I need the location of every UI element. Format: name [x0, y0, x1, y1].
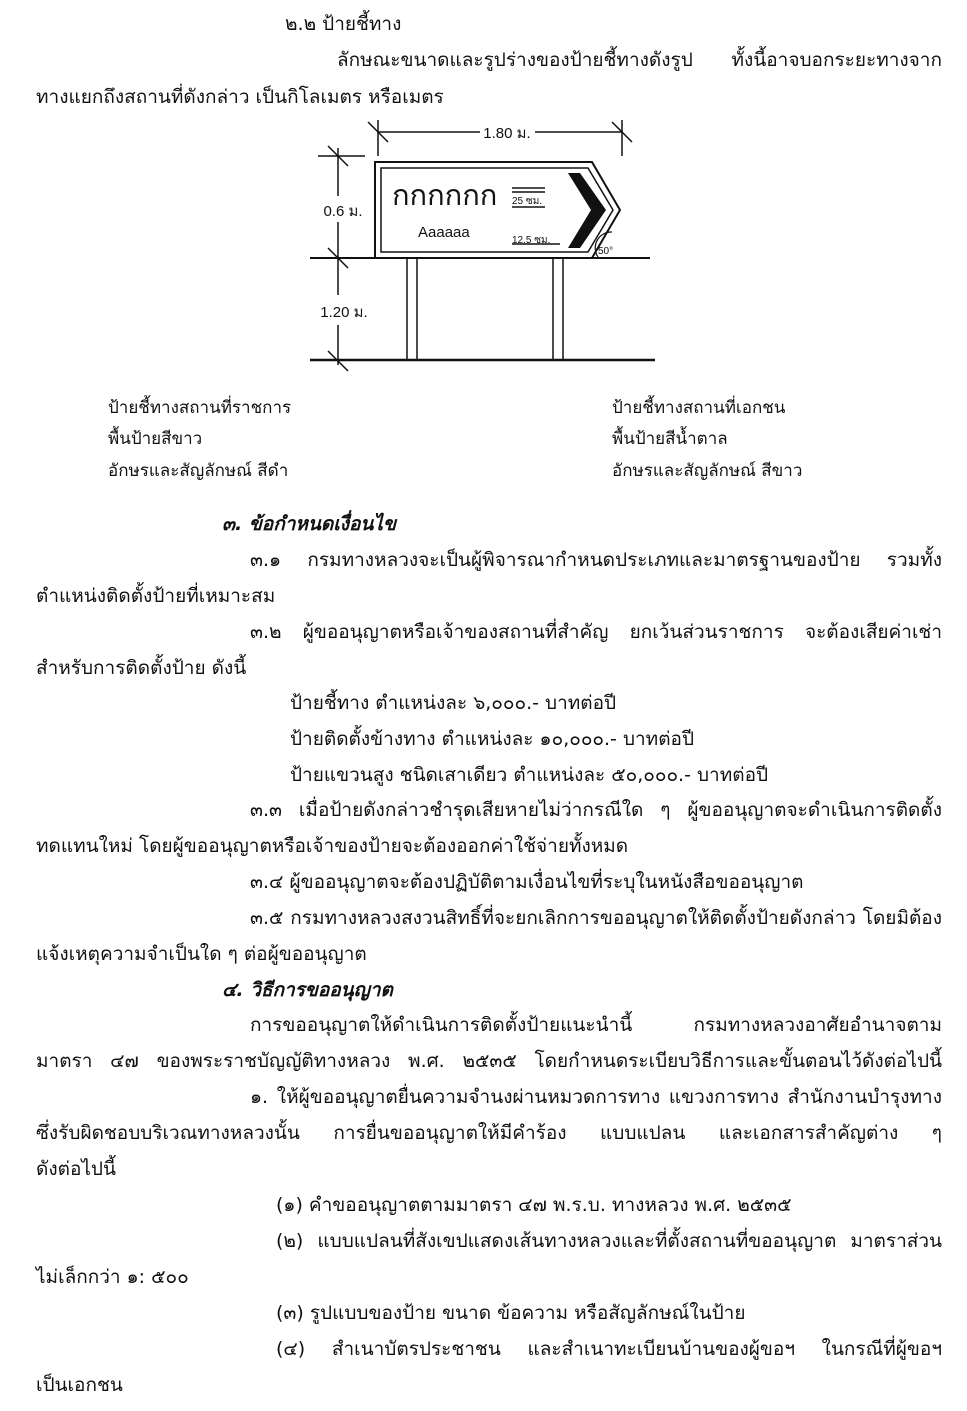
list-item: (๔) สำเนาบัตรประชาชน และสำเนาทะเบียนบ้านของผู้ขอฯ ในกรณีที่ผู้ขอฯ — [276, 1338, 942, 1360]
caption-right: ป้ายชี้ทางสถานที่เอกชน — [612, 398, 786, 418]
list-item: (๒) แบบแปลนที่สังเขปแสดงเส้นทางหลวงและที่ตั้งสถานที่ขออนุญาต มาตราส่วน — [276, 1230, 942, 1252]
post-height-label: 1.20 ม. — [320, 304, 368, 321]
paragraph-line: ดังต่อไปนี้ — [36, 1158, 116, 1180]
letter-height-small: 12.5 ซม. — [512, 235, 551, 246]
paragraph-line: มาตรา ๔๗ ของพระราชบัญญัติทางหลวง พ.ศ. ๒๕๓๕ โดยกำหนดระเบียบวิธีการและขั้นตอนไว้ดังต่อไปนี้ — [36, 1050, 942, 1072]
paragraph-line: ๑. ให้ผู้ขออนุญาตยื่นความจำนงผ่านหมวดการทาง แขวงการทาง สำนักงานบำรุงทาง — [250, 1086, 942, 1108]
caption-right: อักษรและสัญลักษณ์ สีขาว — [612, 461, 803, 481]
paragraph-line: แจ้งเหตุความจำเป็นใด ๆ ต่อผู้ขออนุญาต — [36, 943, 367, 965]
fee-item: ป้ายชี้ทาง ตำแหน่งละ ๖,๐๐๐.- บาทต่อปี — [290, 692, 617, 714]
paragraph-line: ทดแทนใหม่ โดยผู้ขออนุญาตหรือเจ้าของป้ายจะต้องออกค่าใช้จ่ายทั้งหมด — [36, 835, 629, 857]
letter-height-big: 25 ซม. — [512, 196, 543, 207]
sign-height-label: 0.6 ม. — [323, 203, 363, 220]
paragraph-line: ซึ่งรับผิดชอบบริเวณทางหลวงนั้น การยื่นขออนุญาตให้มีคำร้อง แบบแปลน และเอกสารสำคัญต่าง ๆ — [36, 1122, 942, 1144]
caption-right: พื้นป้ายสีน้ำตาล — [612, 429, 728, 449]
paragraph-line: ตำแหน่งติดตั้งป้ายที่เหมาะสม — [36, 585, 276, 607]
section-3-heading: ๓. ข้อกำหนดเงื่อนไข — [222, 513, 396, 535]
list-item: (๓) รูปแบบของป้าย ขนาด ข้อความ หรือสัญลักษณ์ในป้าย — [276, 1302, 746, 1324]
paragraph-line: ทางแยกถึงสถานที่ดังกล่าว เป็นกิโลเมตร หรือเมตร — [36, 86, 444, 108]
caption-left: พื้นป้ายสีขาว — [108, 429, 203, 449]
paragraph-line: สำหรับการติดตั้งป้าย ดังนี้ — [36, 657, 247, 679]
paragraph-line: ๓.๔ ผู้ขออนุญาตจะต้องปฏิบัติตามเงื่อนไขที่ระบุในหนังสือขออนุญาต — [250, 871, 804, 893]
list-item: เป็นเอกชน — [36, 1374, 123, 1396]
section-4-heading: ๔. วิธีการขออนุญาต — [222, 979, 393, 1001]
paragraph-line: ลักษณะขนาดและรูปร่างของป้ายชี้ทางดังรูป ทั้งนี้อาจบอกระยะทางจาก — [337, 49, 942, 71]
caption-left: อักษรและสัญลักษณ์ สีดำ — [108, 461, 289, 481]
paragraph-line: การขออนุญาตให้ดำเนินการติดตั้งป้ายแนะนำนี้ กรมทางหลวงอาศัยอำนาจตาม — [250, 1014, 942, 1036]
fee-item: ป้ายแขวนสูง ชนิดเสาเดียว ตำแหน่งละ ๕๐,๐๐๐.- บาทต่อปี — [290, 764, 769, 786]
list-item: (๑) คำขออนุญาตตามมาตรา ๔๗ พ.ร.บ. ทางหลวง พ.ศ. ๒๕๓๕ — [276, 1194, 792, 1216]
paragraph-line: ๓.๓ เมื่อป้ายดังกล่าวชำรุดเสียหายไม่ว่ากรณีใด ๆ ผู้ขออนุญาตจะดำเนินการติดตั้ง — [250, 799, 942, 821]
width-label: 1.80 ม. — [483, 125, 531, 142]
paragraph-line: ๓.๕ กรมทางหลวงสงวนสิทธิ์ที่จะยกเลิกการขออนุญาตให้ติดตั้งป้ายดังกล่าว โดยมิต้อง — [250, 907, 942, 929]
sign-text-latin: Aaaaaa — [418, 224, 470, 241]
fee-item: ป้ายติดตั้งข้างทาง ตำแหน่งละ ๑๐,๐๐๐.- บาทต่อปี — [290, 728, 695, 750]
section-2-2-title: ๒.๒ ป้ายชี้ทาง — [285, 13, 402, 35]
paragraph-line: ๓.๒ ผู้ขออนุญาตหรือเจ้าของสถานที่สำคัญ ยกเว้นส่วนราชการ จะต้องเสียค่าเช่า — [250, 621, 942, 643]
angle-label: 50° — [598, 246, 614, 257]
paragraph-line: ๓.๑ กรมทางหลวงจะเป็นผู้พิจารณากำหนดประเภทและมาตรฐานของป้าย รวมทั้ง — [250, 549, 942, 571]
list-item: ไม่เล็กกว่า ๑: ๕๐๐ — [36, 1266, 189, 1288]
sign-text-thai: กกกกกก — [392, 180, 498, 212]
caption-left: ป้ายชี้ทางสถานที่ราชการ — [108, 398, 292, 418]
